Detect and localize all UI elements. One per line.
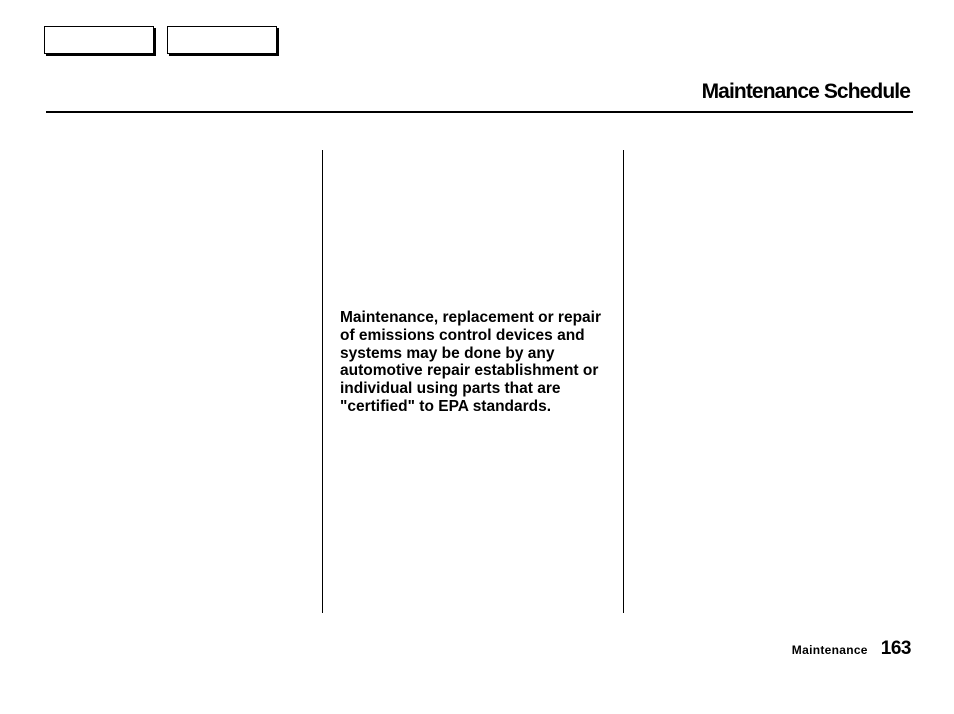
page-number: 163: [880, 638, 911, 659]
nav-button-previous[interactable]: [44, 26, 154, 54]
title-divider: [46, 111, 913, 113]
nav-button-next[interactable]: [167, 26, 277, 54]
column-divider-right: [623, 150, 624, 613]
footer-section-label: Maintenance: [791, 643, 868, 657]
emissions-maintenance-paragraph: Maintenance, replacement or repair of emissions control devices and systems may be done by any automotive repair establishment or individual using parts that are "certified" to EPA standards.: [340, 309, 602, 415]
column-divider-left: [322, 150, 323, 613]
page-title: Maintenance Schedule: [701, 80, 910, 103]
page-footer: [792, 638, 911, 660]
